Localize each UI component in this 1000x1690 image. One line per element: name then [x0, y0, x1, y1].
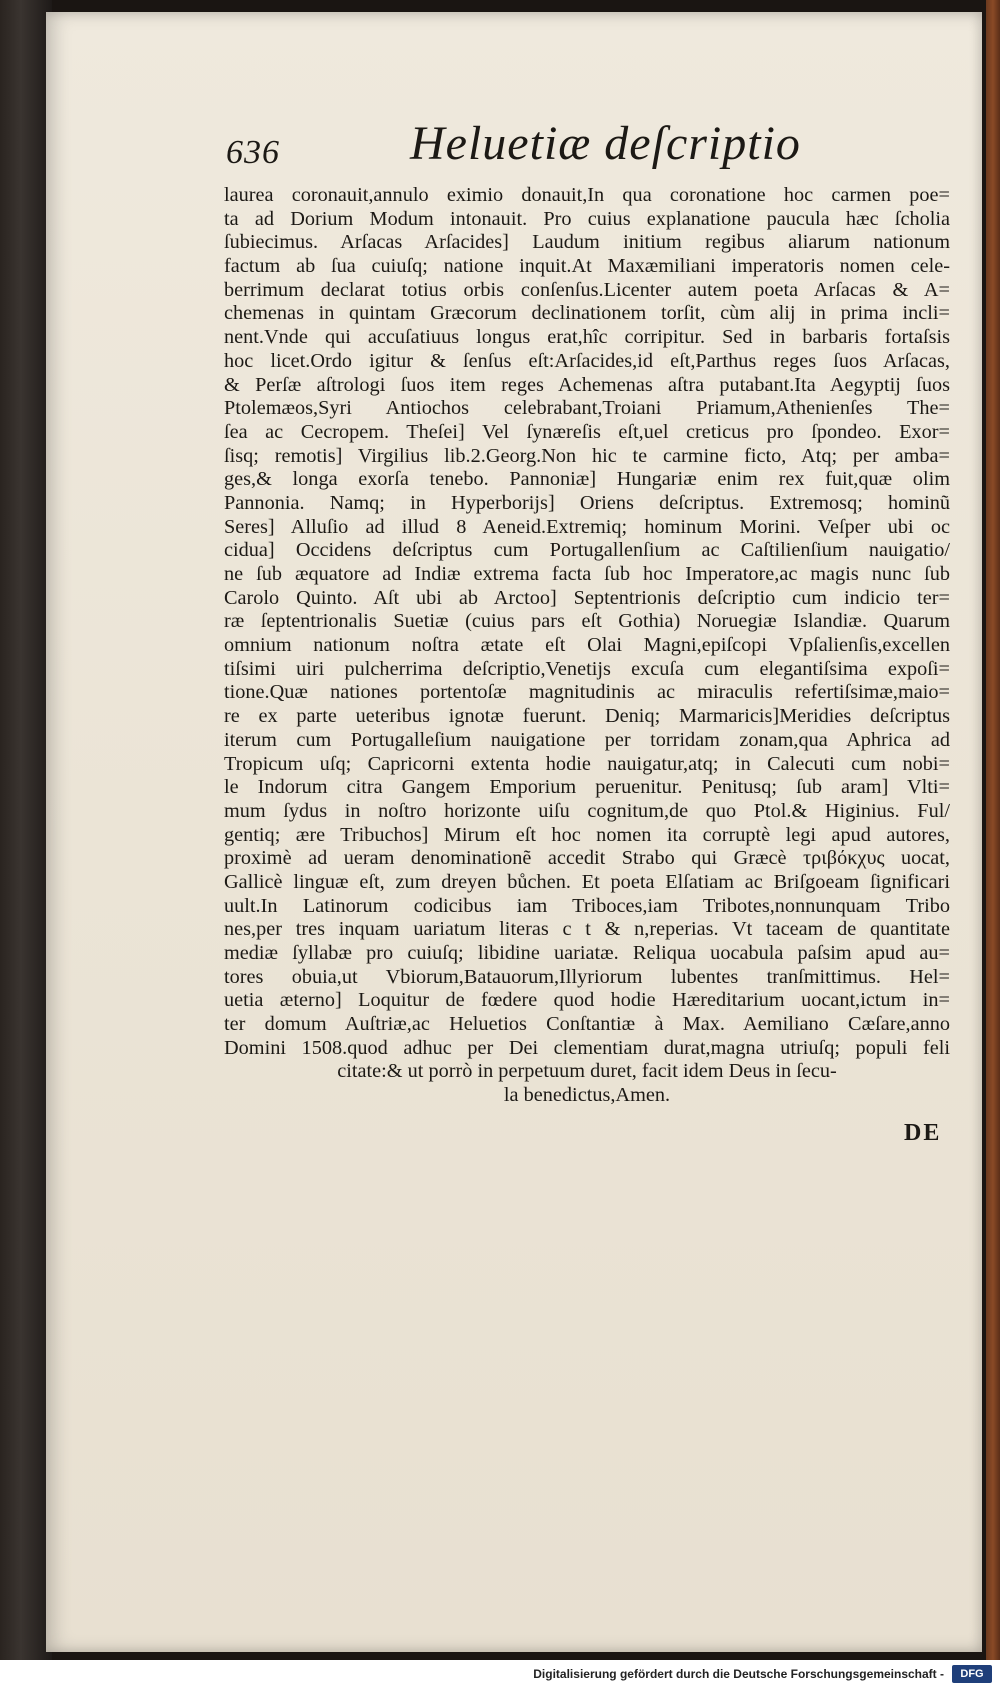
- funding-notice: Digitalisierung gefördert durch die Deutsche Forschungsgemeinschaft -: [533, 1667, 944, 1681]
- catchword: DE: [904, 1120, 942, 1146]
- text-line: tores obuia,ut Vbiorum,Batauorum,Illyriorum lubentes tranſmittimus. Hel=: [224, 965, 950, 988]
- text-line: nent.Vnde qui accuſatiuus longus erat,hîc corripitur. Sed in barbaris fortaſsis: [224, 326, 950, 349]
- text-line: ſea ac Cecropem. Theſei] Vel ſynæreſis eſt,uel creticus pro ſpondeo. Exor=: [224, 420, 950, 443]
- text-line: Domini 1508.quod adhuc per Dei clementiam durat,magna utriuſq; populi feli: [224, 1036, 950, 1059]
- text-line: Gallicè linguæ eſt, zum dreyen bůchen. Et poeta Elſatiam ac Briſgoeam ſignificari: [224, 870, 950, 893]
- text-line: citate:& ut porrò in perpetuum duret, facit idem Deus in ſecu-: [337, 1060, 837, 1083]
- text-line: mediæ ſyllabæ pro cuiuſq; libidine uariatæ. Reliqua uocabula paſsim apud au=: [224, 942, 950, 964]
- text-line: laurea coronauit,annulo eximio donauit,In qua coronatione hoc carmen poe=: [224, 184, 950, 206]
- text-line: gentiq; ære Tribuchos] Mirum eſt hoc nomen ita corruptè legi apud autores,: [224, 823, 950, 846]
- text-line: ta ad Dorium Modum intonauit. Pro cuius explanatione paucula hæc ſcholia: [224, 207, 950, 230]
- text-line: le Indorum citra Gangem Emporium peruenitur. Penitusq; ſub aram] Vlti=: [224, 776, 950, 799]
- book-page: [46, 12, 982, 1652]
- book-edge-left: [0, 0, 52, 1660]
- text-line: Pannonia. Namq; in Hyperborijs] Oriens deſcriptus. Extremosq; hominũ: [224, 491, 950, 514]
- text-line: ter domum Auſtriæ,ac Heluetios Conſtantiæ à Max. Aemiliano Cæſare,anno: [224, 1013, 950, 1036]
- page-number: 636: [226, 134, 280, 171]
- text-line: Carolo Quinto. Aſt ubi ab Arctoo] Septentrionis deſcriptio cum indicio ter=: [224, 586, 950, 609]
- text-line: la benedictus,Amen.: [503, 1084, 671, 1107]
- text-line: ſisq; remotis] Virgilius lib.2.Georg.Non hic te carmine ficto, Atq; per amba=: [224, 444, 950, 467]
- running-title: Heluetiæ deſcriptio: [410, 117, 801, 170]
- text-line: tiſsimi uiri pulcherrima deſcriptio,Venetijs excuſa cum elegantiſsima expoſi=: [224, 657, 950, 680]
- text-line: Ptolemæos,Syri Antiochos celebrabant,Troiani Priamum,Athenienſes The=: [224, 397, 950, 420]
- book-spine-right: [986, 0, 1000, 1660]
- text-line: uetia æterno] Loquitur de fœdere quod hodie Hæreditarium uocant,ictum in=: [224, 989, 950, 1012]
- text-line: cidua] Occidens deſcriptus cum Portugallenſium ac Caſtilienſium nauigatio/: [224, 539, 950, 562]
- text-line: ges,& longa exorſa tenebo. Pannoniæ] Hungariæ enim rex fuit,quæ olim: [224, 468, 950, 491]
- text-line: chemenas in quintam Græcorum declinationem torſit, cùm alij in prima incli=: [224, 302, 950, 325]
- text-line: & Perſæ aſtrologi ſuos item reges Achemenas aſtra putabant.Ita Aegyptij ſuos: [224, 373, 950, 396]
- text-line: ſubiecimus. Arſacas Arſacides] Laudum initium regibus aliarum nationum: [224, 231, 950, 254]
- text-line: mum ſydus in noſtro horizonte uiſu cognitum,de quo Ptol.& Higinius. Ful/: [224, 799, 950, 822]
- text-line: proximè ad ueram denominationẽ accedit Strabo qui Græcè τριβόκχυς uocat,: [224, 847, 950, 870]
- text-line: Tropicum uſq; Capricorni extenta hodie nauigatur,atq; in Calecuti cum nobi=: [224, 752, 950, 775]
- dfg-logo: DFG: [952, 1665, 992, 1683]
- text-line: berrimum declarat totius orbis conſenſus.Licenter autem poeta Arſacas & A=: [224, 278, 950, 301]
- text-line: uult.In Latinorum codicibus iam Triboces,iam Tribotes,nonnunquam Tribo: [224, 894, 950, 917]
- text-line: tione.Quæ nationes portentoſæ magnitudinis ac miraculis refertiſsimæ,maio=: [224, 681, 950, 704]
- text-line: hoc licet.Ordo igitur & ſenſus eſt:Arſacides,id eſt,Parthus reges ſuos Arſacas,: [224, 349, 950, 372]
- text-line: nes,per tres inquam uariatum literas c t & n,reperias. Vt taceam de quantitate: [224, 918, 950, 941]
- footer-bar: [0, 1660, 1000, 1690]
- text-line: re ex parte ueteribus ignotæ fuerunt. Deniq; Marmaricis]Meridies deſcriptus: [224, 705, 950, 728]
- text-line: Seres] Alluſio ad illud 8 Aeneid.Extremiq; hominum Morini. Veſper ubi oc: [224, 515, 950, 538]
- text-line: omnium nationum noſtra ætate eſt Olai Magni,epiſcopi Vpſalienſis,excellen: [224, 634, 950, 657]
- text-line: iterum cum Portugalleſium nauigatione per torridam zonam,qua Aphrica ad: [224, 728, 950, 751]
- text-line: factum ab ſua cuiuſq; natione inquit.At Maxæmiliani imperatoris nomen cele-: [224, 255, 950, 278]
- page-header: [226, 114, 986, 184]
- body-text: [224, 184, 950, 1108]
- text-line: ræ ſeptentrionalis Suetiæ (cuius pars eſt Gothia) Noruegiæ Islandiæ. Quarum: [224, 610, 950, 633]
- text-line: ne ſub æquatore ad Indiæ extrema facta ſub hoc Imperatore,ac magis nunc ſub: [224, 563, 950, 585]
